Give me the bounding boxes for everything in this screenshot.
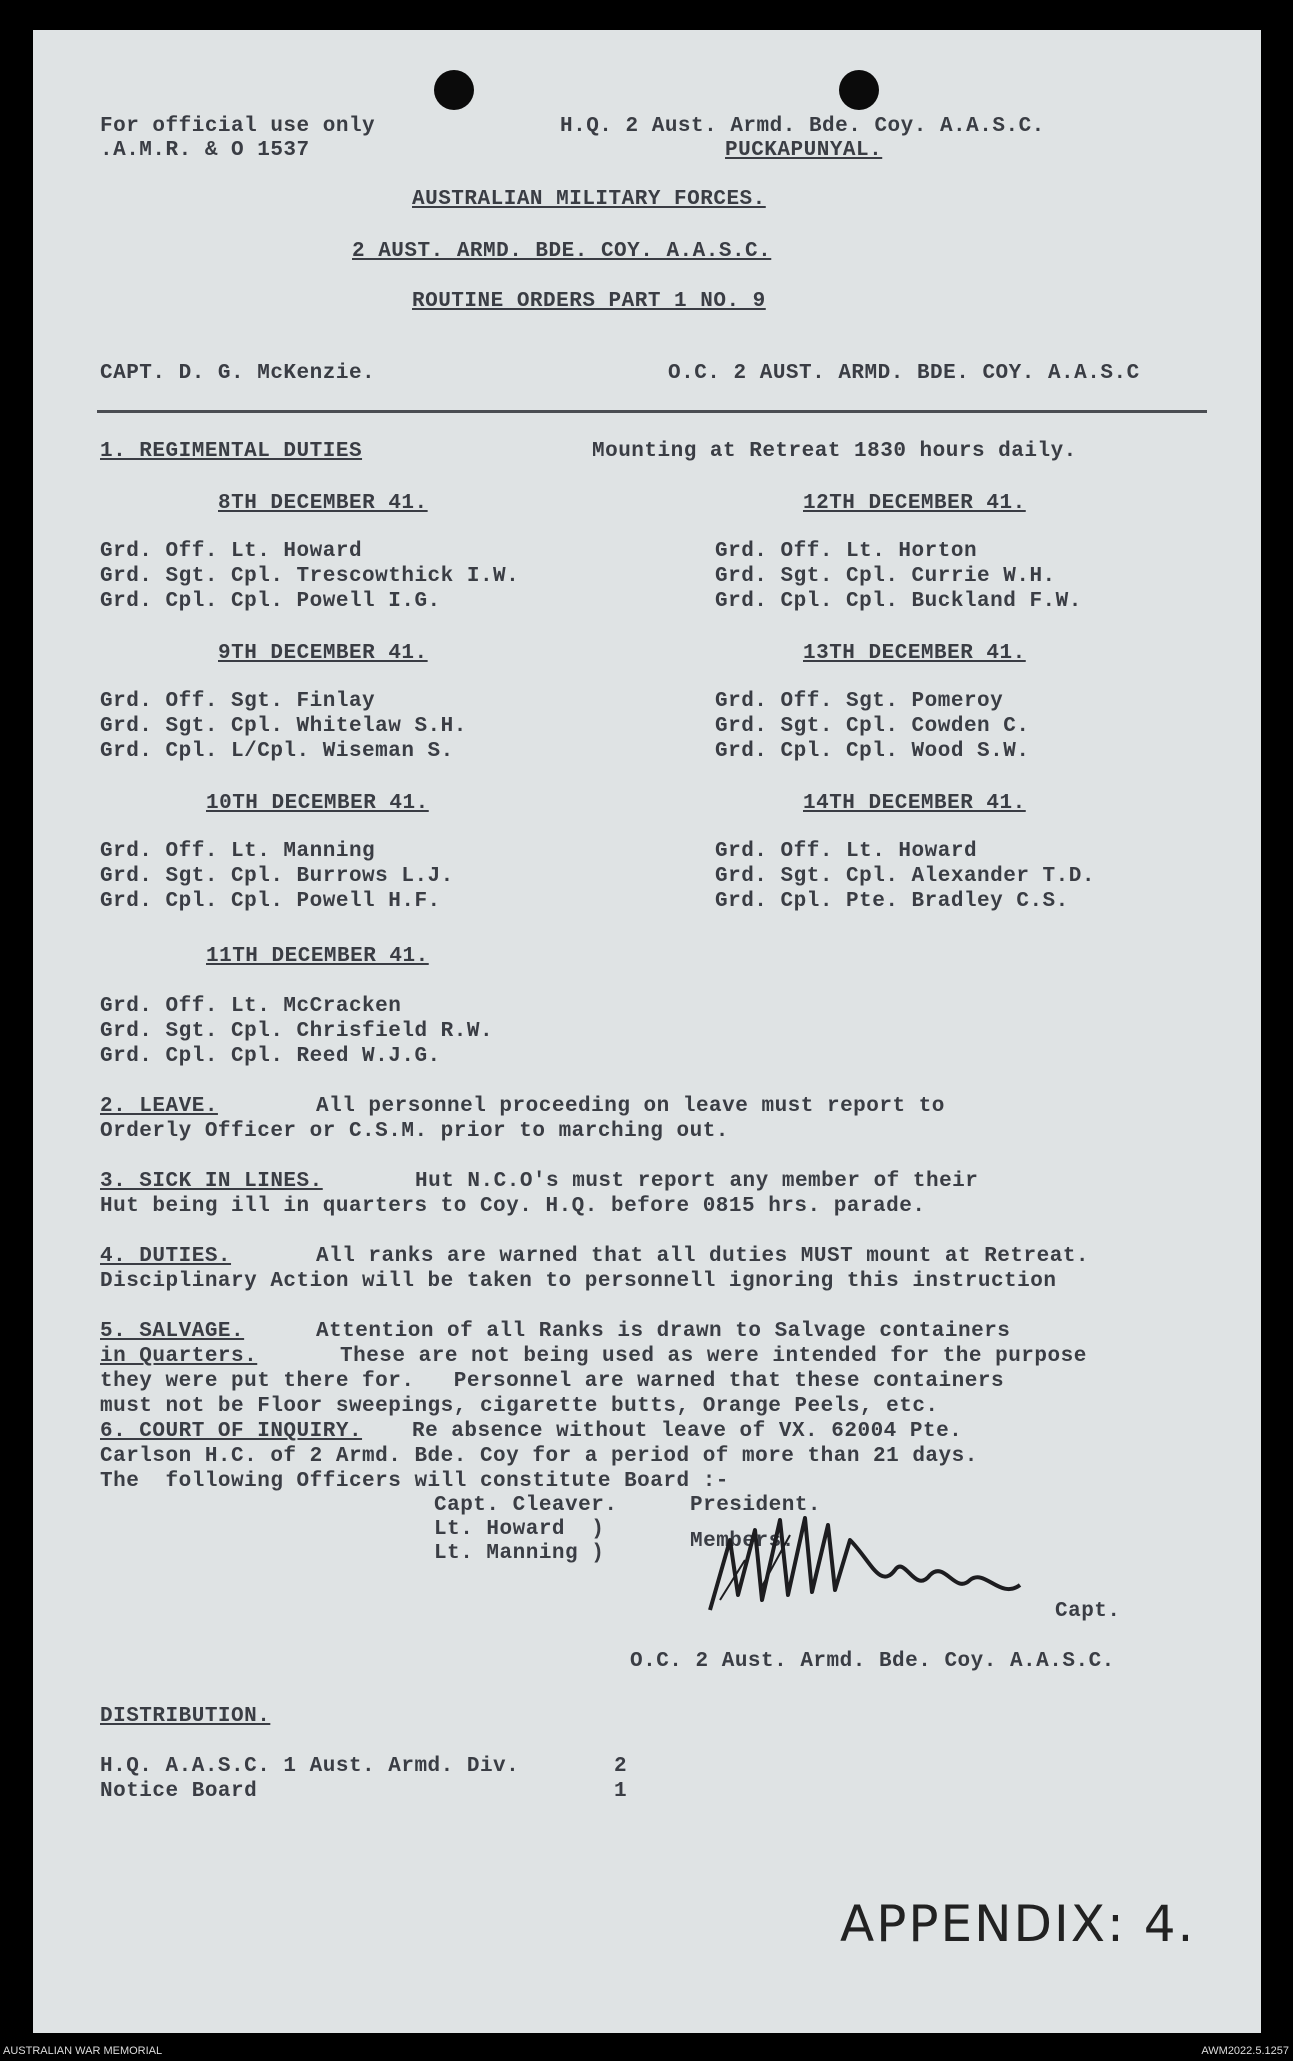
day-date: 9TH DECEMBER 41. [218,642,428,665]
section6-line3: The following Officers will constitute Board :- [100,1470,729,1493]
day-corporal: Grd. Cpl. Cpl. Wood S.W. [715,740,1030,763]
day-corporal: Grd. Cpl. Cpl. Powell H.F. [100,890,441,913]
day-corporal: Grd. Cpl. Pte. Bradley C.S. [715,890,1069,913]
board-member: Lt. Manning ) [434,1542,605,1565]
appendix-annotation: APPENDIX: 4. [840,1895,1196,1953]
title-line1: AUSTRALIAN MILITARY FORCES. [412,188,766,211]
board-president-name: Capt. Cleaver. [434,1494,618,1517]
section5-line4: must not be Floor sweepings, cigarette butts, Orange Peels, etc. [100,1395,939,1418]
section3-heading: 3. SICK IN LINES. [100,1170,323,1193]
section3-line2: Hut being ill in quarters to Coy. H.Q. before 0815 hrs. parade. [100,1195,926,1218]
distribution-row-count: 2 [614,1755,628,1778]
day-sergeant: Grd. Sgt. Cpl. Alexander T.D. [715,865,1095,888]
section4-heading: 4. DUTIES. [100,1245,232,1268]
day-corporal: Grd. Cpl. Cpl. Powell I.G. [100,590,441,613]
day-date: 14TH DECEMBER 41. [803,792,1026,815]
officer-right: O.C. 2 AUST. ARMD. BDE. COY. A.A.S.C [668,362,1140,385]
day-date: 13TH DECEMBER 41. [803,642,1026,665]
distribution-row-name: Notice Board [100,1780,258,1803]
section1-heading: 1. REGIMENTAL DUTIES [100,440,363,463]
day-officer: Grd. Off. Lt. Howard [100,540,363,563]
section2-heading: 2. LEAVE. [100,1095,218,1118]
day-sergeant: Grd. Sgt. Cpl. Trescowthick I.W. [100,565,520,588]
day-date: 10TH DECEMBER 41. [206,792,429,815]
day-sergeant: Grd. Sgt. Cpl. Chrisfield R.W. [100,1020,494,1043]
board-members-role: Members. [690,1530,795,1553]
board-member: Lt. Howard ) [434,1518,605,1541]
day-date: 8TH DECEMBER 41. [218,492,428,515]
day-sergeant: Grd. Sgt. Cpl. Burrows L.J. [100,865,454,888]
title-line2: 2 AUST. ARMD. BDE. COY. A.A.S.C. [352,240,772,263]
day-corporal: Grd. Cpl. Cpl. Reed W.J.G. [100,1045,441,1068]
section4-line1: All ranks are warned that all duties MUST mount at Retreat. [316,1245,1090,1268]
punch-hole [839,70,879,110]
day-officer: Grd. Off. Sgt. Finlay [100,690,376,713]
header-left-line2: .A.M.R. & O 1537 [100,139,310,162]
day-officer: Grd. Off. Lt. Manning [100,840,376,863]
day-officer: Grd. Off. Lt. Horton [715,540,978,563]
header-left-line1: For official use only [100,115,376,138]
section3-line1: Hut N.C.O's must report any member of their [415,1170,979,1193]
section2-line1: All personnel proceeding on leave must report to [316,1095,945,1118]
day-sergeant: Grd. Sgt. Cpl. Currie W.H. [715,565,1056,588]
header-right-line1: H.Q. 2 Aust. Armd. Bde. Coy. A.A.S.C. [560,115,1045,138]
section6-heading: 6. COURT OF INQUIRY. [100,1420,363,1443]
signature-scribble [700,1500,1070,1620]
distribution-row-name: H.Q. A.A.S.C. 1 Aust. Armd. Div. [100,1755,520,1778]
section1-note: Mounting at Retreat 1830 hours daily. [592,440,1077,463]
section6-line1: Re absence without leave of VX. 62004 Pte. [412,1420,963,1443]
section2-line2: Orderly Officer or C.S.M. prior to marching out. [100,1120,729,1143]
day-corporal: Grd. Cpl. Cpl. Buckland F.W. [715,590,1082,613]
section5-line1: Attention of all Ranks is drawn to Salvage containers [316,1320,1011,1343]
day-officer: Grd. Off. Sgt. Pomeroy [715,690,1004,713]
divider [97,410,1207,413]
day-corporal: Grd. Cpl. L/Cpl. Wiseman S. [100,740,454,763]
day-date: 12TH DECEMBER 41. [803,492,1026,515]
footer-left: AUSTRALIAN WAR MEMORIAL [3,2045,163,2057]
signature-title: O.C. 2 Aust. Armd. Bde. Coy. A.A.S.C. [630,1650,1115,1673]
section5-line2a: in Quarters. [100,1345,258,1368]
section5-line2b: These are not being used as were intended for the purpose [340,1345,1087,1368]
section5-line3: they were put there for. Personnel are warned that these containers [100,1370,1005,1393]
day-sergeant: Grd. Sgt. Cpl. Cowden C. [715,715,1030,738]
signature-rank: Capt. [1055,1600,1121,1623]
day-sergeant: Grd. Sgt. Cpl. Whitelaw S.H. [100,715,467,738]
day-date: 11TH DECEMBER 41. [206,945,429,968]
section6-line2: Carlson H.C. of 2 Armd. Bde. Coy for a period of more than 21 days. [100,1445,978,1468]
section5-heading: 5. SALVAGE. [100,1320,245,1343]
day-officer: Grd. Off. Lt. McCracken [100,995,402,1018]
officer-left: CAPT. D. G. McKenzie. [100,362,376,385]
distribution-heading: DISTRIBUTION. [100,1705,271,1728]
day-officer: Grd. Off. Lt. Howard [715,840,978,863]
punch-hole [434,70,474,110]
board-president-role: President. [690,1494,822,1517]
distribution-row-count: 1 [614,1780,628,1803]
header-right-line2: PUCKAPUNYAL. [725,139,883,162]
title-line3: ROUTINE ORDERS PART 1 NO. 9 [412,290,766,313]
section4-line2: Disciplinary Action will be taken to personnell ignoring this instruction [100,1270,1057,1293]
footer-right: AWM2022.5.1257 [1201,2045,1289,2057]
